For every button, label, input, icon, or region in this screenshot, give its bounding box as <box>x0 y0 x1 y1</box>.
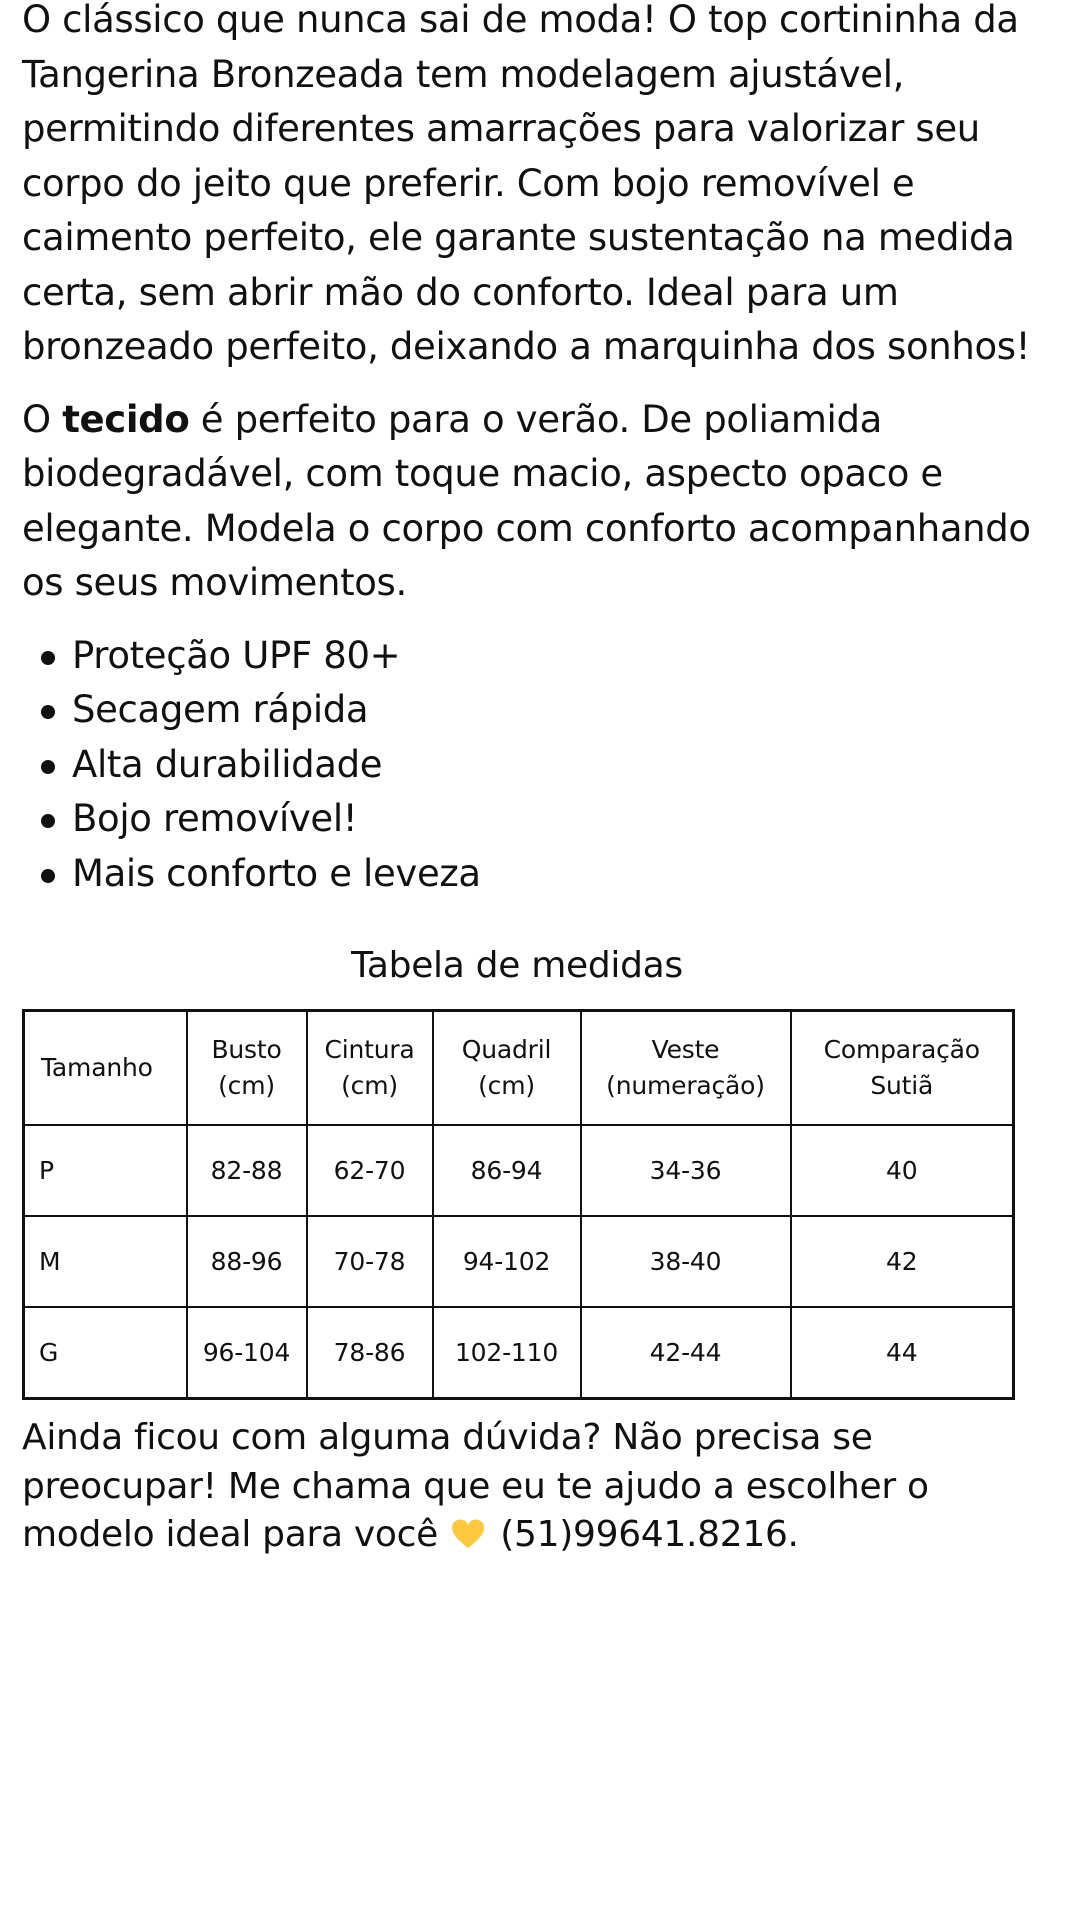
table-cell: 102-110 <box>433 1307 581 1399</box>
description-paragraph-2 <box>22 393 1058 611</box>
header-fits-unit: (numeração) <box>606 1071 765 1100</box>
header-hip-unit: (cm) <box>478 1071 535 1100</box>
table-cell: 38-40 <box>581 1216 791 1307</box>
feature-item-label: Proteção UPF 80+ <box>72 633 401 677</box>
header-size-label: Tamanho <box>41 1053 153 1082</box>
header-waist <box>307 1011 433 1126</box>
table-cell: 70-78 <box>307 1216 433 1307</box>
header-bust-label: Busto <box>211 1035 282 1064</box>
table-cell: 88-96 <box>187 1216 307 1307</box>
table-cell: 42 <box>791 1216 1014 1307</box>
table-row <box>24 1125 1014 1216</box>
bullet-icon <box>41 869 55 883</box>
feature-item-label: Secagem rápida <box>72 688 369 731</box>
contact-text: Ainda ficou com alguma dúvida? Não precisa se preocupar! Me chama que eu te ajudo a escolher o modelo ideal para você <box>22 1417 929 1555</box>
size-table-header-row <box>24 1011 1014 1126</box>
fabric-bold-word: tecido <box>62 397 190 441</box>
table-cell: 62-70 <box>307 1125 433 1216</box>
fabric-prefix: O <box>22 397 63 441</box>
header-bra-comparison <box>791 1011 1014 1126</box>
feature-item <box>72 683 1058 738</box>
contact-phone[interactable]: (51)99641.8216. <box>500 1514 799 1555</box>
table-cell: 96-104 <box>187 1307 307 1399</box>
yellow-heart-icon <box>451 1519 485 1549</box>
table-cell: 82-88 <box>187 1125 307 1216</box>
header-bra-sub: Sutiã <box>870 1071 934 1100</box>
description-paragraph-1: O clássico que nunca sai de moda! O top cortininha da Tangerina Bronzeada tem modelagem ajustável, permitindo diferentes amarrações para valorizar seu corpo do jeito que preferir. Com bojo removível e caimento perfeito, ele garante sustentação na medida certa, sem abrir mão do conforto. Ideal para um bronzeado perfeito, deixando a marquinha dos sonhos! <box>22 0 1031 368</box>
header-hip <box>433 1011 581 1126</box>
table-cell: P <box>24 1125 187 1216</box>
bullet-icon <box>41 814 55 828</box>
feature-item-label: Bojo removível! <box>72 797 358 840</box>
feature-item <box>72 847 1058 902</box>
table-cell: M <box>24 1216 187 1307</box>
header-waist-unit: (cm) <box>341 1071 398 1100</box>
table-cell: 78-86 <box>307 1307 433 1399</box>
header-size <box>24 1011 187 1126</box>
feature-item-label: Alta durabilidade <box>72 742 383 786</box>
table-cell: 40 <box>791 1125 1014 1216</box>
table-cell: 34-36 <box>581 1125 791 1216</box>
bullet-icon <box>41 651 55 665</box>
header-hip-label: Quadril <box>461 1035 552 1064</box>
table-row <box>24 1307 1014 1399</box>
table-cell: 42-44 <box>581 1307 791 1399</box>
feature-item <box>72 629 1058 684</box>
header-waist-label: Cintura <box>324 1035 415 1064</box>
bullet-icon <box>41 760 55 774</box>
header-bust-unit: (cm) <box>218 1071 275 1100</box>
fabric-description: é perfeito para o verão. De poliamida biodegradável, com toque macio, aspecto opaco e elegante. Modela o corpo com conforto acompanhando os seus movimentos. <box>22 397 1031 604</box>
table-row <box>24 1216 1014 1307</box>
table-cell: 86-94 <box>433 1125 581 1216</box>
feature-item-label: Mais conforto e leveza <box>72 851 481 895</box>
header-bra-label: Comparação <box>823 1035 980 1064</box>
table-cell: G <box>24 1307 187 1399</box>
feature-item <box>72 792 1058 847</box>
size-table <box>22 1009 1015 1400</box>
header-fits-label: Veste <box>651 1035 720 1064</box>
contact-paragraph <box>22 1414 1058 1560</box>
size-table-title: Tabela de medidas <box>351 945 683 986</box>
header-fits <box>581 1011 791 1126</box>
header-bust <box>187 1011 307 1126</box>
feature-item <box>72 738 1058 793</box>
table-cell: 94-102 <box>433 1216 581 1307</box>
feature-list <box>22 629 1058 902</box>
table-cell: 44 <box>791 1307 1014 1399</box>
bullet-icon <box>41 705 55 719</box>
